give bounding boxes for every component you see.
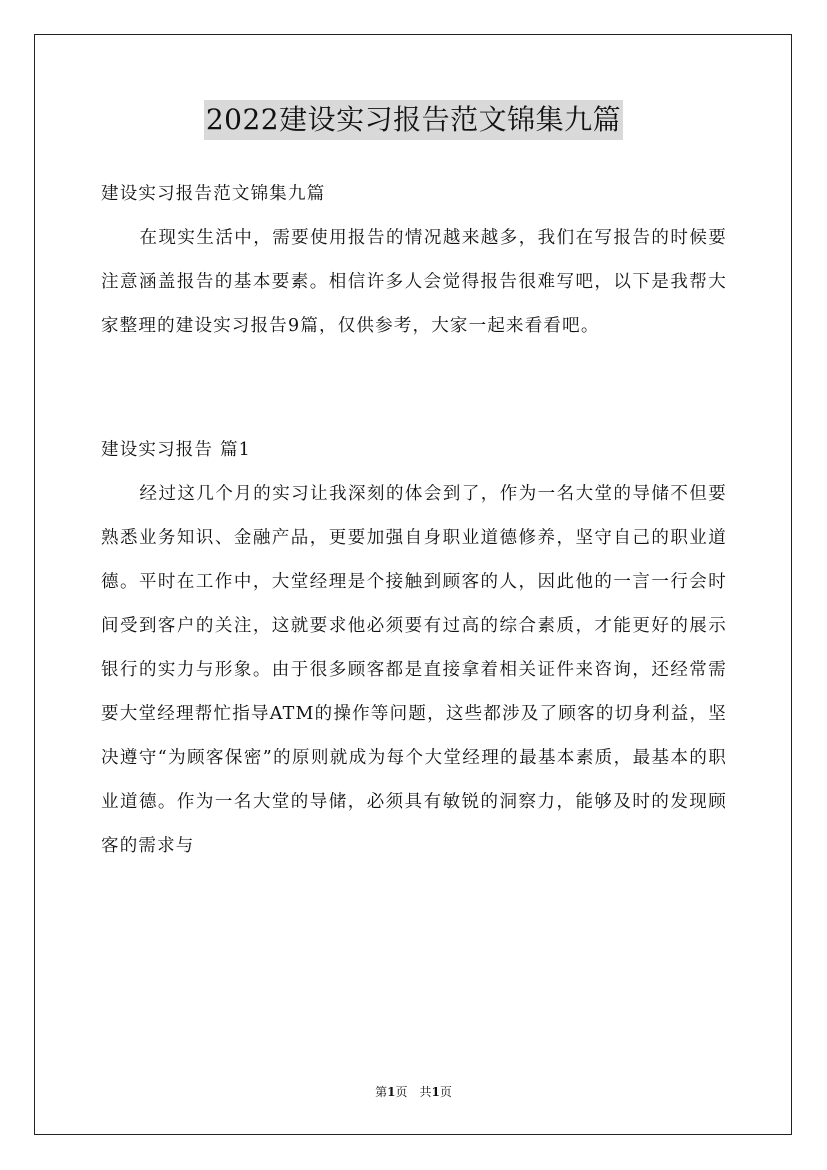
document-body (101, 172, 727, 868)
page-footer (0, 1082, 827, 1102)
footer-page-current: 1 (387, 1085, 396, 1099)
document-title: 2022建设实习报告范文锦集九篇 (204, 100, 623, 140)
footer-page-total: 1 (431, 1085, 440, 1099)
document-subtitle: 建设实习报告范文锦集九篇 (101, 184, 326, 204)
footer-prefix: 第 (375, 1085, 388, 1099)
intro-paragraph: 在现实生活中，需要使用报告的情况越来越多，我们在写报告的时候要注意涵盖报告的基本要素。相信许多人会觉得报告很难写吧，以下是我帮大家整理的建设实习报告9篇，仅供参考，大家一起来看看吧。 (101, 228, 727, 336)
title-container (0, 100, 827, 140)
footer-suffix: 页 (439, 1085, 452, 1099)
section-heading: 建设实习报告 篇1 (101, 440, 251, 460)
section-spacer (101, 348, 727, 428)
footer-mid: 页 共 (395, 1085, 432, 1099)
section-paragraph: 经过这几个月的实习让我深刻的体会到了，作为一名大堂的导储不但要熟悉业务知识、金融产品，更要加强自身职业道德修养，坚守自己的职业道德。平时在工作中，大堂经理是个接触到顾客的人，因此他的一言一行会时间受到客户的关注，这就要求他必须要有过高的综合素质，才能更好的展示银行的实力与形象。由于很多顾客都是直接拿着相关证件来咨询，还经常需要大堂经理帮忙指导ATM的操作等问题，这些都涉及了顾客的切身利益，坚决遵守“为顾客保密”的原则就成为每个大堂经理的最基本素质，最基本的职业道德。作为一名大堂的导储，必须具有敏锐的洞察力，能够及时的发现顾客的需求与 (101, 484, 727, 856)
